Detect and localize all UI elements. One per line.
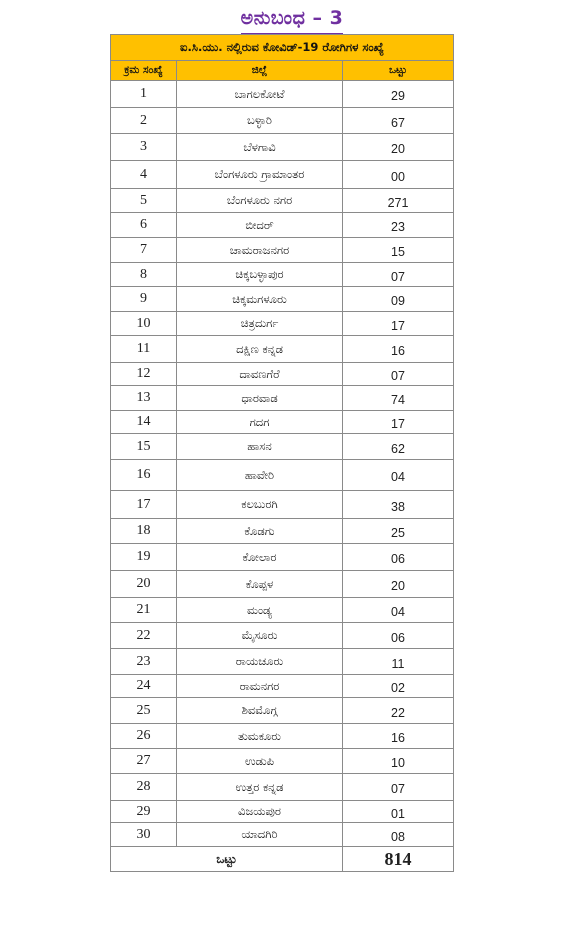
count-cell: 02 <box>343 675 454 698</box>
district-cell: ಚಾಮರಾಜನಗರ <box>177 238 343 263</box>
count-cell: 16 <box>343 336 454 363</box>
serial-cell: 27 <box>111 749 177 774</box>
count-cell: 25 <box>343 519 454 544</box>
serial-cell: 11 <box>111 336 177 363</box>
table-row <box>111 774 454 801</box>
table-row <box>111 411 454 434</box>
district-cell: ದಕ್ಷಿಣ ಕನ್ನಡ <box>177 336 343 363</box>
district-cell: ಹಾಸನ <box>177 434 343 460</box>
table-row <box>111 189 454 213</box>
count-cell: 06 <box>343 544 454 571</box>
count-cell: 17 <box>343 411 454 434</box>
table-row <box>111 823 454 847</box>
serial-cell: 29 <box>111 801 177 823</box>
count-cell: 16 <box>343 724 454 749</box>
serial-cell: 2 <box>111 108 177 134</box>
serial-cell: 21 <box>111 598 177 623</box>
table-body <box>111 35 454 872</box>
district-cell: ಗದಗ <box>177 411 343 434</box>
table-row <box>111 649 454 675</box>
page-heading-text: ಅನುಬಂಧ – 3 <box>241 4 344 35</box>
count-cell: 23 <box>343 213 454 238</box>
count-cell: 10 <box>343 749 454 774</box>
header-count: ಒಟ್ಟು <box>343 61 454 81</box>
serial-cell: 25 <box>111 698 177 724</box>
serial-cell: 1 <box>111 81 177 108</box>
table-row <box>111 598 454 623</box>
district-cell: ಬಳ್ಳಾರಿ <box>177 108 343 134</box>
count-cell: 29 <box>343 81 454 108</box>
table-row <box>111 161 454 189</box>
count-cell: 20 <box>343 134 454 161</box>
district-cell: ಚಿಕ್ಕಮಗಳೂರು <box>177 287 343 312</box>
district-cell: ಬಾಗಲಕೋಟೆ <box>177 81 343 108</box>
district-cell: ಧಾರವಾಡ <box>177 386 343 411</box>
district-cell: ಮಂಡ್ಯ <box>177 598 343 623</box>
count-cell: 01 <box>343 801 454 823</box>
table-row <box>111 623 454 649</box>
district-cell: ಬೀದರ್ <box>177 213 343 238</box>
table-row <box>111 675 454 698</box>
district-cell: ಯಾದಗಿರಿ <box>177 823 343 847</box>
district-cell: ಕೋಲಾರ <box>177 544 343 571</box>
table-row <box>111 491 454 519</box>
table-title: ಐ.ಸಿ.ಯು. ನಲ್ಲಿರುವ ಕೋವಿಡ್-19 ರೋಗಿಗಳ ಸಂಖ್ಯೆ <box>111 35 454 61</box>
table-row <box>111 749 454 774</box>
district-cell: ಚಿಕ್ಕಬಳ್ಳಾಪುರ <box>177 263 343 287</box>
table-row <box>111 213 454 238</box>
serial-cell: 18 <box>111 519 177 544</box>
district-cell: ದಾವಣಗೆರೆ <box>177 363 343 386</box>
count-cell: 04 <box>343 460 454 491</box>
serial-cell: 5 <box>111 189 177 213</box>
table-row <box>111 801 454 823</box>
district-cell: ಬೆಂಗಳೂರು ಗ್ರಾಮಾಂತರ <box>177 161 343 189</box>
table-row <box>111 238 454 263</box>
count-cell: 67 <box>343 108 454 134</box>
district-cell: ಬೆಂಗಳೂರು ನಗರ <box>177 189 343 213</box>
district-cell: ರಾಮನಗರ <box>177 675 343 698</box>
table-row <box>111 386 454 411</box>
serial-cell: 17 <box>111 491 177 519</box>
serial-cell: 9 <box>111 287 177 312</box>
table-row <box>111 287 454 312</box>
district-cell: ತುಮಕೂರು <box>177 724 343 749</box>
count-cell: 62 <box>343 434 454 460</box>
district-cell: ಹಾವೇರಿ <box>177 460 343 491</box>
table-header-row <box>111 61 454 81</box>
serial-cell: 7 <box>111 238 177 263</box>
serial-cell: 19 <box>111 544 177 571</box>
district-cell: ಉಡುಪಿ <box>177 749 343 774</box>
count-cell: 22 <box>343 698 454 724</box>
district-cell: ಮೈಸೂರು <box>177 623 343 649</box>
serial-cell: 12 <box>111 363 177 386</box>
count-cell: 08 <box>343 823 454 847</box>
serial-cell: 28 <box>111 774 177 801</box>
district-cell: ಕೊಡಗು <box>177 519 343 544</box>
serial-cell: 3 <box>111 134 177 161</box>
district-cell: ಚಿತ್ರದುರ್ಗ <box>177 312 343 336</box>
count-cell: 07 <box>343 263 454 287</box>
table-row <box>111 519 454 544</box>
count-cell: 38 <box>343 491 454 519</box>
district-cell: ಶಿವಮೊಗ್ಗ <box>177 698 343 724</box>
serial-cell: 22 <box>111 623 177 649</box>
total-value: 814 <box>343 847 454 872</box>
table-row <box>111 460 454 491</box>
serial-cell: 13 <box>111 386 177 411</box>
table-row <box>111 434 454 460</box>
table-row <box>111 312 454 336</box>
table-row <box>111 544 454 571</box>
serial-cell: 26 <box>111 724 177 749</box>
count-cell: 07 <box>343 774 454 801</box>
table-row <box>111 336 454 363</box>
header-serial: ಕ್ರಮ ಸಂಖ್ಯೆ <box>111 61 177 81</box>
serial-cell: 14 <box>111 411 177 434</box>
count-cell: 271 <box>343 189 454 213</box>
header-district: ಜಿಲ್ಲೆ <box>177 61 343 81</box>
serial-cell: 24 <box>111 675 177 698</box>
total-row <box>111 847 454 872</box>
serial-cell: 23 <box>111 649 177 675</box>
count-cell: 06 <box>343 623 454 649</box>
count-cell: 09 <box>343 287 454 312</box>
table-row <box>111 698 454 724</box>
table-row <box>111 263 454 287</box>
count-cell: 15 <box>343 238 454 263</box>
total-label: ಒಟ್ಟು <box>111 847 343 872</box>
district-cell: ಬೆಳಗಾವಿ <box>177 134 343 161</box>
district-cell: ವಿಜಯಪುರ <box>177 801 343 823</box>
table-row <box>111 108 454 134</box>
table-title-row <box>111 35 454 61</box>
serial-cell: 6 <box>111 213 177 238</box>
count-cell: 04 <box>343 598 454 623</box>
page-heading <box>0 4 584 35</box>
district-cell: ಉತ್ತರ ಕನ್ನಡ <box>177 774 343 801</box>
count-cell: 17 <box>343 312 454 336</box>
count-cell: 07 <box>343 363 454 386</box>
serial-cell: 10 <box>111 312 177 336</box>
table-row <box>111 81 454 108</box>
district-cell: ಕಲಬುರಗಿ <box>177 491 343 519</box>
district-cell: ಕೊಪ್ಪಳ <box>177 571 343 598</box>
serial-cell: 15 <box>111 434 177 460</box>
count-cell: 74 <box>343 386 454 411</box>
table-row <box>111 724 454 749</box>
serial-cell: 4 <box>111 161 177 189</box>
serial-cell: 8 <box>111 263 177 287</box>
serial-cell: 20 <box>111 571 177 598</box>
table-row <box>111 363 454 386</box>
table-row <box>111 571 454 598</box>
count-cell: 11 <box>343 649 454 675</box>
serial-cell: 30 <box>111 823 177 847</box>
serial-cell: 16 <box>111 460 177 491</box>
count-cell: 00 <box>343 161 454 189</box>
district-cell: ರಾಯಚೂರು <box>177 649 343 675</box>
count-cell: 20 <box>343 571 454 598</box>
icu-patients-table <box>110 34 454 872</box>
table-row <box>111 134 454 161</box>
